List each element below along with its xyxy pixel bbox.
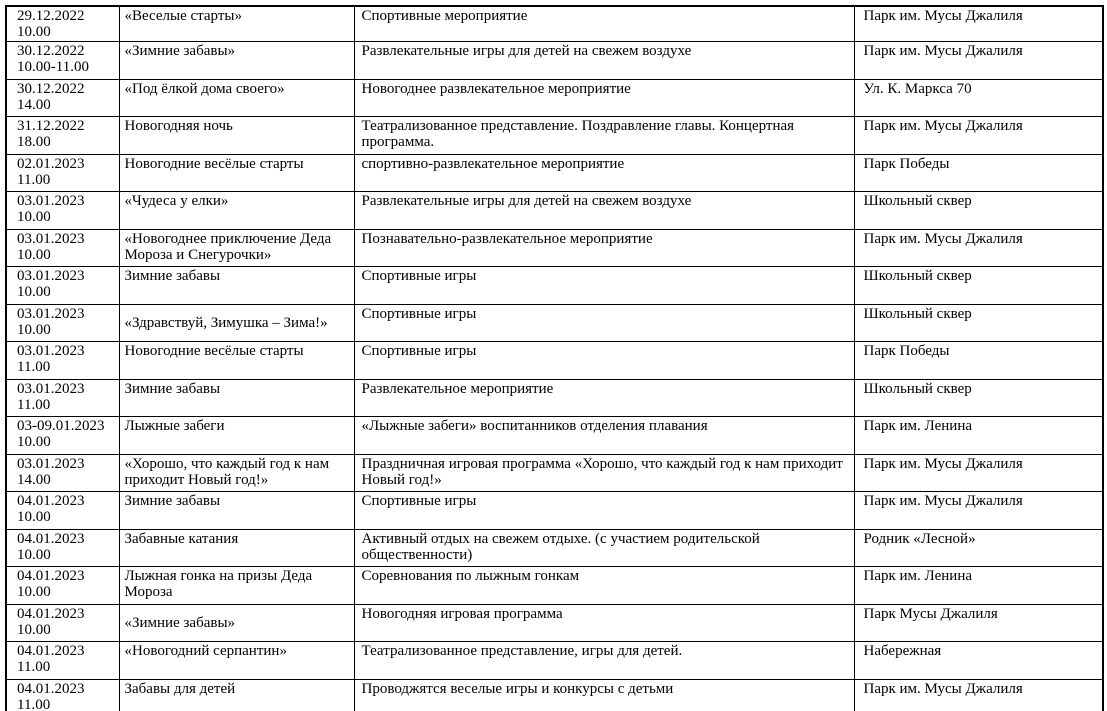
event-time: 11.00 xyxy=(17,696,51,711)
table-row xyxy=(6,379,1103,417)
events-table-body xyxy=(6,6,1103,711)
table-row xyxy=(6,642,1103,680)
event-date: 03.01.2023 xyxy=(17,230,85,247)
events-schedule-table xyxy=(5,5,1104,711)
event-description: Театрализованное представление, игры для детей. xyxy=(361,643,683,660)
event-description: спортивно-развлекательное мероприятие xyxy=(361,155,625,172)
cell-description xyxy=(354,492,854,530)
cell-title xyxy=(119,267,354,305)
event-location: Родник «Лесной» xyxy=(863,530,976,547)
event-time: 10.00 xyxy=(17,209,51,226)
cell-title xyxy=(119,417,354,455)
cell-date xyxy=(6,379,119,417)
cell-description xyxy=(354,529,854,567)
table-row xyxy=(6,679,1103,711)
cell-title xyxy=(119,79,354,117)
event-time: 11.00 xyxy=(17,659,51,676)
event-title: «Зимние забавы» xyxy=(124,614,236,631)
cell-description xyxy=(354,454,854,492)
event-time: 11.00 xyxy=(17,359,51,376)
event-title: Лыжная гонка на призы Деда Мороза xyxy=(124,568,313,601)
event-date: 04.01.2023 xyxy=(17,605,85,622)
event-location: Парк им. Мусы Джалиля xyxy=(863,455,1023,472)
event-time: 10.00 xyxy=(17,509,51,526)
event-title: Зимние забавы xyxy=(124,493,221,510)
cell-date xyxy=(6,567,119,605)
cell-description xyxy=(354,304,854,342)
event-location: Парк Мусы Джалиля xyxy=(863,605,998,622)
cell-location xyxy=(854,267,1103,305)
event-date: 03.01.2023 xyxy=(17,193,85,210)
cell-date xyxy=(6,154,119,192)
cell-title xyxy=(119,679,354,711)
cell-title xyxy=(119,642,354,680)
table-row xyxy=(6,192,1103,230)
event-description: Спортивные игры xyxy=(361,343,477,360)
cell-location xyxy=(854,304,1103,342)
cell-description xyxy=(354,117,854,155)
cell-title xyxy=(119,604,354,642)
cell-date xyxy=(6,192,119,230)
event-description: Активный отдых на свежем отдыхе. (с участием родительской общественности) xyxy=(361,530,760,563)
cell-date xyxy=(6,342,119,380)
event-description: Развлекательные игры для детей на свежем воздухе xyxy=(361,193,692,210)
cell-title xyxy=(119,6,354,42)
event-date: 03.01.2023 xyxy=(17,380,85,397)
event-location: Набережная xyxy=(863,643,942,660)
cell-title xyxy=(119,304,354,342)
event-time: 10.00 xyxy=(17,546,51,563)
event-title: Лыжные забеги xyxy=(124,418,225,435)
event-date: 03.01.2023 xyxy=(17,455,85,472)
event-location: Парк им. Ленина xyxy=(863,568,973,585)
event-title: Забавы для детей xyxy=(124,680,236,697)
cell-date xyxy=(6,117,119,155)
event-time: 18.00 xyxy=(17,134,51,151)
event-description: Проводжятся веселые игры и конкурсы с детьми xyxy=(361,680,674,697)
cell-location xyxy=(854,492,1103,530)
event-description: «Лыжные забеги» воспитанников отделения плавания xyxy=(361,418,708,435)
cell-title xyxy=(119,567,354,605)
cell-location xyxy=(854,529,1103,567)
cell-description xyxy=(354,42,854,80)
cell-description xyxy=(354,79,854,117)
event-title: «Под ёлкой дома своего» xyxy=(124,80,285,97)
cell-description xyxy=(354,342,854,380)
event-date: 04.01.2023 xyxy=(17,568,85,585)
event-description: Новогоднее развлекательное мероприятие xyxy=(361,80,631,97)
event-time: 10.00 xyxy=(17,246,51,263)
table-row xyxy=(6,529,1103,567)
event-title: Новогодняя ночь xyxy=(124,118,233,135)
event-description: Спортивные мероприятие xyxy=(361,8,528,24)
cell-description xyxy=(354,6,854,42)
cell-title xyxy=(119,42,354,80)
event-description: Спортивные игры xyxy=(361,493,477,510)
cell-location xyxy=(854,417,1103,455)
event-time: 10.00 xyxy=(17,621,51,638)
cell-description xyxy=(354,679,854,711)
cell-title xyxy=(119,192,354,230)
event-date: 31.12.2022 xyxy=(17,118,85,135)
event-description: Спортивные игры xyxy=(361,305,477,322)
cell-location xyxy=(854,342,1103,380)
event-time: 14.00 xyxy=(17,96,51,113)
event-date: 04.01.2023 xyxy=(17,493,85,510)
table-row xyxy=(6,304,1103,342)
event-location: Парк им. Мусы Джалиля xyxy=(863,230,1023,247)
event-description: Развлекательные игры для детей на свежем воздухе xyxy=(361,43,692,60)
event-date: 30.12.2022 xyxy=(17,80,85,97)
event-location: Парк им. Мусы Джалиля xyxy=(863,680,1023,697)
cell-date xyxy=(6,6,119,42)
event-title: «Хорошо, что каждый год к нам приходит Новый год!» xyxy=(124,455,330,488)
cell-description xyxy=(354,379,854,417)
event-title: Новогодние весёлые старты xyxy=(124,155,304,172)
event-location: Школьный сквер xyxy=(863,193,972,210)
event-date: 04.01.2023 xyxy=(17,530,85,547)
event-date: 04.01.2023 xyxy=(17,643,85,660)
event-date: 03.01.2023 xyxy=(17,343,85,360)
event-description: Праздничная игровая программа «Хорошо, что каждый год к нам приходит Новый год!» xyxy=(361,455,843,488)
cell-location xyxy=(854,79,1103,117)
table-row xyxy=(6,117,1103,155)
event-location: Школьный сквер xyxy=(863,268,972,285)
cell-date xyxy=(6,679,119,711)
event-title: «Новогодний серпантин» xyxy=(124,643,287,660)
event-location: Парк им. Мусы Джалиля xyxy=(863,8,1023,24)
event-date: 03.01.2023 xyxy=(17,268,85,285)
event-time: 11.00 xyxy=(17,171,51,188)
event-description: Развлекательное мероприятие xyxy=(361,380,554,397)
table-row xyxy=(6,42,1103,80)
table-row xyxy=(6,492,1103,530)
event-title: Зимние забавы xyxy=(124,380,221,397)
event-time: 11.00 xyxy=(17,396,51,413)
event-location: Парк им. Мусы Джалиля xyxy=(863,118,1023,135)
cell-description xyxy=(354,267,854,305)
cell-description xyxy=(354,417,854,455)
cell-date xyxy=(6,604,119,642)
event-location: Парк Победы xyxy=(863,155,950,172)
event-time: 10.00 xyxy=(17,434,51,451)
event-title: Забавные катания xyxy=(124,530,239,547)
event-description: Соревнования по лыжным гонкам xyxy=(361,568,580,585)
table-row xyxy=(6,154,1103,192)
cell-description xyxy=(354,567,854,605)
cell-date xyxy=(6,229,119,267)
cell-title xyxy=(119,529,354,567)
cell-description xyxy=(354,642,854,680)
event-time: 10.00-11.00 xyxy=(17,59,89,76)
cell-location xyxy=(854,192,1103,230)
event-title: «Новогоднее приключение Деда Мороза и Снегурочки» xyxy=(124,230,332,263)
cell-title xyxy=(119,117,354,155)
cell-location xyxy=(854,604,1103,642)
cell-date xyxy=(6,454,119,492)
cell-title xyxy=(119,154,354,192)
event-location: Школьный сквер xyxy=(863,380,972,397)
event-title: «Зимние забавы» xyxy=(124,43,236,60)
cell-description xyxy=(354,604,854,642)
event-description: Театрализованное представление. Поздравление главы. Концертная программа. xyxy=(361,118,795,151)
table-row xyxy=(6,229,1103,267)
cell-date xyxy=(6,529,119,567)
table-row xyxy=(6,567,1103,605)
cell-location xyxy=(854,117,1103,155)
cell-location xyxy=(854,567,1103,605)
event-description: Спортивные игры xyxy=(361,268,477,285)
cell-description xyxy=(354,154,854,192)
event-date: 30.12.2022 xyxy=(17,43,85,60)
cell-title xyxy=(119,379,354,417)
table-row xyxy=(6,417,1103,455)
cell-date xyxy=(6,492,119,530)
table-row xyxy=(6,454,1103,492)
event-description: Познавательно-развлекательное мероприятие xyxy=(361,230,653,247)
cell-title xyxy=(119,492,354,530)
cell-location xyxy=(854,42,1103,80)
event-date: 03.01.2023 xyxy=(17,305,85,322)
event-location: Парк Победы xyxy=(863,343,950,360)
cell-date xyxy=(6,417,119,455)
event-time: 14.00 xyxy=(17,471,51,488)
event-date: 29.12.2022 xyxy=(17,8,85,24)
event-title: Новогодние весёлые старты xyxy=(124,343,304,360)
table-row xyxy=(6,604,1103,642)
event-location: Парк им. Мусы Джалиля xyxy=(863,493,1023,510)
event-date: 02.01.2023 xyxy=(17,155,85,172)
cell-description xyxy=(354,192,854,230)
table-row xyxy=(6,6,1103,42)
event-location: Парк им. Ленина xyxy=(863,418,973,435)
event-time: 10.00 xyxy=(17,24,51,41)
cell-location xyxy=(854,6,1103,42)
event-location: Школьный сквер xyxy=(863,305,972,322)
cell-date xyxy=(6,267,119,305)
cell-date xyxy=(6,642,119,680)
cell-date xyxy=(6,79,119,117)
cell-date xyxy=(6,42,119,80)
event-title: «Чудеса у елки» xyxy=(124,193,229,210)
table-row xyxy=(6,79,1103,117)
table-row xyxy=(6,342,1103,380)
cell-location xyxy=(854,154,1103,192)
event-time: 10.00 xyxy=(17,584,51,601)
event-location: Ул. К. Маркса 70 xyxy=(863,80,972,97)
cell-location xyxy=(854,229,1103,267)
cell-location xyxy=(854,454,1103,492)
event-time: 10.00 xyxy=(17,284,51,301)
table-row xyxy=(6,267,1103,305)
cell-date xyxy=(6,304,119,342)
cell-location xyxy=(854,379,1103,417)
cell-location xyxy=(854,642,1103,680)
event-date: 04.01.2023 xyxy=(17,680,85,697)
event-time: 10.00 xyxy=(17,321,51,338)
event-location: Парк им. Мусы Джалиля xyxy=(863,43,1023,60)
cell-title xyxy=(119,342,354,380)
cell-title xyxy=(119,454,354,492)
event-title: «Здравствуй, Зимушка – Зима!» xyxy=(124,314,328,331)
cell-description xyxy=(354,229,854,267)
cell-location xyxy=(854,679,1103,711)
event-title: Зимние забавы xyxy=(124,268,221,285)
event-description: Новогодняя игровая программа xyxy=(361,605,563,622)
event-title: «Веселые старты» xyxy=(124,8,242,24)
cell-title xyxy=(119,229,354,267)
event-date: 03-09.01.2023 xyxy=(17,418,105,435)
